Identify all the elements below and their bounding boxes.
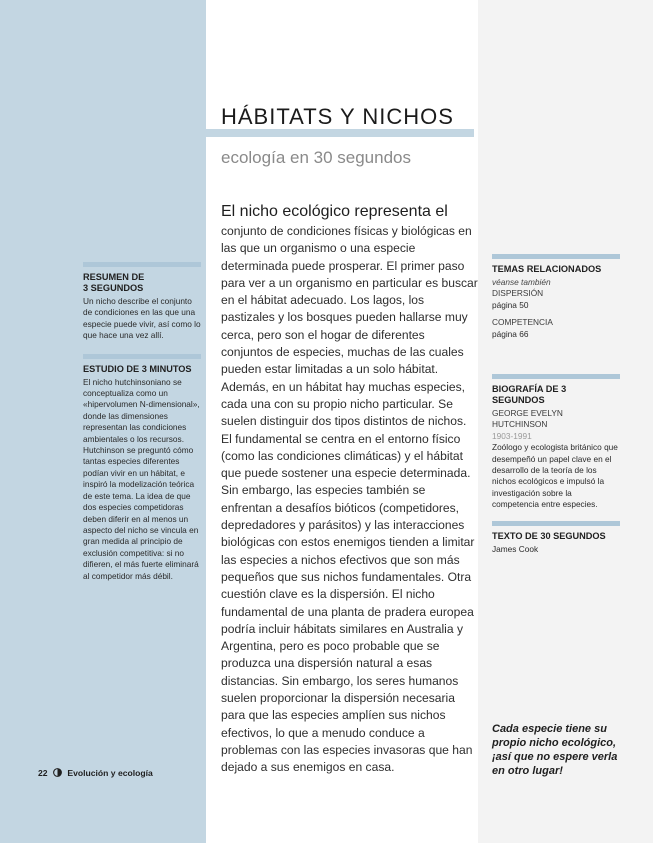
half-circle-icon	[53, 768, 62, 778]
related-heading: TEMAS RELACIONADOS	[492, 264, 602, 274]
pull-quote: Cada especie tiene su propio nicho ecológico, ¡así que no espere verla en otro lugar!	[492, 723, 618, 777]
bio-years: 1903-1991	[492, 430, 532, 441]
right-sidebar	[492, 254, 620, 555]
title-underline	[206, 129, 474, 137]
article-lead: El nicho ecológico representa el	[221, 203, 448, 220]
see-also-label: véanse también	[492, 277, 551, 287]
left-sidebar	[83, 262, 201, 582]
page-title: HÁBITATS Y NICHOS	[221, 104, 454, 129]
main-article	[221, 202, 479, 777]
page-number: 22	[38, 768, 48, 778]
section-name: Evolución y ecología	[67, 768, 153, 778]
author-name: James Cook	[492, 543, 539, 554]
study-heading: ESTUDIO DE 3 MINUTOS	[83, 363, 192, 374]
related-topic-dispersion[interactable]: DISPERSIÓN	[492, 288, 544, 299]
summary-rule	[83, 262, 201, 267]
text-heading: TEXTO DE 30 SEGUNDOS	[492, 530, 606, 541]
summary-text: Un nicho describe el conjunto de condiciones en las que una especie puede vivir, así como lo que hace una vez allí.	[83, 296, 201, 341]
summary-heading	[83, 272, 201, 294]
study-rule	[83, 354, 201, 359]
related-topic-competition[interactable]: COMPETENCIA	[492, 317, 553, 328]
text-rule	[492, 521, 620, 526]
related-rule	[492, 254, 620, 259]
summary-heading-line2: 3 SEGUNDOS	[83, 283, 144, 293]
bio-heading: BIOGRAFÍA DE 3 SEGUNDOS	[492, 384, 567, 406]
bio-name-line1: GEORGE EVELYN	[492, 408, 563, 419]
article-body: conjunto de condiciones físicas y biológicas en las que un organismo o una especie determinada puede prosperar. El primer paso para ver a un organismo en particular es buscar en el hábitat adecuado. Los lagos, los pastizales y los bosques pueden hallarse muy cerca, pero son el hogar de diferentes conjuntos de especies, muchas de las cuales pueden estar limitadas a un solo hábitat. Además, en un hábitat hay muchas especies, cada una con su propio nicho particular. Se suelen distinguir dos tipos distintos de nichos. El fundamental se centra en el entorno físico (como las condiciones climáticas) y el hábitat que puede sostener una especie determinada. Sin embargo, las especies también se enfrentan a desafíos bióticos (competidores, depredadores y parásitos) y las interacciones biológicas con estos enemigos tienden a limitar las especies a nichos efectivos que son más pequeños que sus nichos fundamentales. Otra cuestión clave es la dispersión. El nicho fundamental de una planta de pradera europea podría incluir hábitats similares en Australia y Argentina, pero es poco probable que se produzca una dispersión natural a esas distancias. Sin embargo, los seres humanos suelen proporcionar la dispersión necesaria para que las especies amplíen sus nichos efectivos, lo que a menudo conduce a problemas con las especies invasoras que han dejado a sus enemigos en casa.	[221, 224, 478, 775]
summary-heading-line1: RESUMEN DE	[83, 272, 145, 282]
study-text: El nicho hutchinsoniano se conceptualiza como un «hipervolumen N-dimensional», donde las dimensiones representan las condiciones ambientales o los recursos. Hutchinson se preguntó cómo tantas especies diferentes podían vivir en un hábitat, e inspiró la modelización teórica de este tema. La idea de que dos especies competidoras deben diferir en al menos un aspecto del nicho se vincula en gran medida al principio de exclusión competitiva: si no difieren, el más fuerte eliminará al competidor más débil.	[83, 376, 200, 581]
related-topic-dispersion-page: página 50	[492, 299, 529, 310]
bio-rule	[492, 374, 620, 379]
page-subtitle: ecología en 30 segundos	[221, 148, 411, 167]
bio-name-line2: HUTCHINSON	[492, 419, 548, 430]
related-topic-competition-page: página 66	[492, 328, 529, 339]
bio-text: Zoólogo y ecologista británico que desempeñó un papel clave en el desarrollo de la teoría de los nichos ecológicos e impulsó la investigación sobre la competencia entre especies.	[492, 442, 618, 510]
page-footer	[38, 768, 153, 778]
